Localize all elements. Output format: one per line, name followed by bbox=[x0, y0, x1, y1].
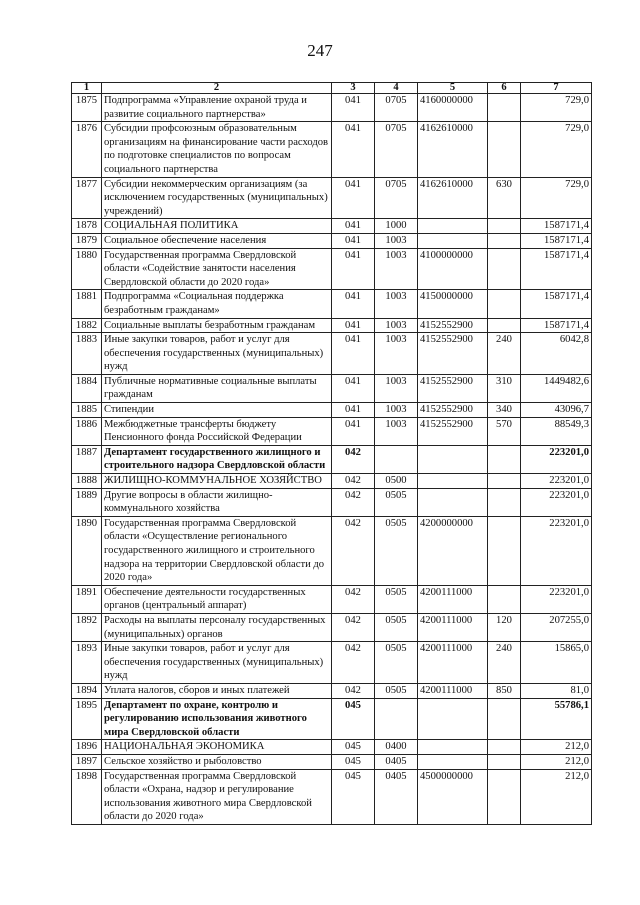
row-number-cell: 1883 bbox=[72, 333, 102, 375]
column-4-cell bbox=[375, 445, 418, 473]
column-4-cell: 1000 bbox=[375, 219, 418, 234]
item-name-cell: Государственная программа Свердловской области «Осуществление регионального государственного жилищного и строительного надзора на территории Свердловской области до 2020 года» bbox=[102, 516, 332, 585]
column-6-cell: 310 bbox=[488, 374, 521, 402]
column-3-cell: 041 bbox=[332, 248, 375, 290]
column-3-cell: 045 bbox=[332, 698, 375, 740]
column-4-cell: 0505 bbox=[375, 585, 418, 613]
header-row bbox=[72, 83, 592, 94]
column-6-cell bbox=[488, 769, 521, 824]
table-row bbox=[72, 219, 592, 234]
item-name-cell: НАЦИОНАЛЬНАЯ ЭКОНОМИКА bbox=[102, 740, 332, 755]
table-row bbox=[72, 122, 592, 177]
amount-cell: 43096,7 bbox=[521, 403, 592, 418]
column-4-cell: 0400 bbox=[375, 740, 418, 755]
column-5-cell bbox=[418, 754, 488, 769]
row-number-cell: 1875 bbox=[72, 94, 102, 122]
row-number-cell: 1889 bbox=[72, 488, 102, 516]
table-row bbox=[72, 94, 592, 122]
table-row bbox=[72, 445, 592, 473]
table-row bbox=[72, 374, 592, 402]
column-6-cell bbox=[488, 445, 521, 473]
row-number-cell: 1886 bbox=[72, 417, 102, 445]
column-5-cell: 4200111000 bbox=[418, 683, 488, 698]
amount-cell: 1587171,4 bbox=[521, 219, 592, 234]
column-5-cell bbox=[418, 219, 488, 234]
table-row bbox=[72, 585, 592, 613]
header-cell: 3 bbox=[332, 83, 375, 94]
row-number-cell: 1891 bbox=[72, 585, 102, 613]
table-row bbox=[72, 248, 592, 290]
amount-cell: 223201,0 bbox=[521, 474, 592, 489]
column-3-cell: 042 bbox=[332, 445, 375, 473]
header-cell: 2 bbox=[102, 83, 332, 94]
amount-cell: 212,0 bbox=[521, 740, 592, 755]
column-5-cell bbox=[418, 445, 488, 473]
budget-table bbox=[71, 82, 592, 825]
amount-cell: 1587171,4 bbox=[521, 248, 592, 290]
item-name-cell: ЖИЛИЩНО-КОММУНАЛЬНОЕ ХОЗЯЙСТВО bbox=[102, 474, 332, 489]
column-4-cell: 1003 bbox=[375, 374, 418, 402]
column-3-cell: 041 bbox=[332, 374, 375, 402]
column-4-cell: 1003 bbox=[375, 417, 418, 445]
column-6-cell: 570 bbox=[488, 417, 521, 445]
table-row bbox=[72, 769, 592, 824]
row-number-cell: 1876 bbox=[72, 122, 102, 177]
row-number-cell: 1879 bbox=[72, 233, 102, 248]
column-3-cell: 042 bbox=[332, 516, 375, 585]
table-row bbox=[72, 642, 592, 684]
column-4-cell: 0505 bbox=[375, 488, 418, 516]
amount-cell: 1587171,4 bbox=[521, 233, 592, 248]
amount-cell: 729,0 bbox=[521, 122, 592, 177]
column-4-cell: 1003 bbox=[375, 403, 418, 418]
column-3-cell: 045 bbox=[332, 754, 375, 769]
column-5-cell: 4150000000 bbox=[418, 290, 488, 318]
amount-cell: 81,0 bbox=[521, 683, 592, 698]
column-5-cell: 4200111000 bbox=[418, 642, 488, 684]
column-4-cell: 0505 bbox=[375, 516, 418, 585]
column-6-cell bbox=[488, 233, 521, 248]
column-6-cell bbox=[488, 318, 521, 333]
column-4-cell: 0505 bbox=[375, 642, 418, 684]
table-row bbox=[72, 474, 592, 489]
column-5-cell: 4200111000 bbox=[418, 585, 488, 613]
amount-cell: 729,0 bbox=[521, 94, 592, 122]
column-4-cell: 0705 bbox=[375, 94, 418, 122]
amount-cell: 88549,3 bbox=[521, 417, 592, 445]
column-4-cell: 0405 bbox=[375, 769, 418, 824]
table-row bbox=[72, 417, 592, 445]
header-cell: 6 bbox=[488, 83, 521, 94]
item-name-cell: Социальные выплаты безработным гражданам bbox=[102, 318, 332, 333]
row-number-cell: 1894 bbox=[72, 683, 102, 698]
item-name-cell: Департамент по охране, контролю и регулированию использования животного мира Свердловской области bbox=[102, 698, 332, 740]
item-name-cell: Межбюджетные трансферты бюджету Пенсионного фонда Российской Федерации bbox=[102, 417, 332, 445]
column-6-cell bbox=[488, 488, 521, 516]
row-number-cell: 1897 bbox=[72, 754, 102, 769]
item-name-cell: Стипендии bbox=[102, 403, 332, 418]
column-5-cell bbox=[418, 233, 488, 248]
column-3-cell: 041 bbox=[332, 417, 375, 445]
item-name-cell: Публичные нормативные социальные выплаты гражданам bbox=[102, 374, 332, 402]
amount-cell: 1587171,4 bbox=[521, 318, 592, 333]
item-name-cell: Сельское хозяйство и рыболовство bbox=[102, 754, 332, 769]
column-6-cell bbox=[488, 754, 521, 769]
column-6-cell bbox=[488, 290, 521, 318]
column-3-cell: 041 bbox=[332, 233, 375, 248]
table-row bbox=[72, 613, 592, 641]
table-row bbox=[72, 698, 592, 740]
row-number-cell: 1898 bbox=[72, 769, 102, 824]
row-number-cell: 1888 bbox=[72, 474, 102, 489]
item-name-cell: Департамент государственного жилищного и строительного надзора Свердловской области bbox=[102, 445, 332, 473]
column-3-cell: 042 bbox=[332, 585, 375, 613]
header-cell: 5 bbox=[418, 83, 488, 94]
row-number-cell: 1892 bbox=[72, 613, 102, 641]
amount-cell: 207255,0 bbox=[521, 613, 592, 641]
column-6-cell bbox=[488, 698, 521, 740]
column-4-cell: 0705 bbox=[375, 122, 418, 177]
item-name-cell: Государственная программа Свердловской области «Охрана, надзор и регулирование использования животного мира Свердловской области до 2020 года» bbox=[102, 769, 332, 824]
column-6-cell: 340 bbox=[488, 403, 521, 418]
column-5-cell: 4162610000 bbox=[418, 177, 488, 219]
column-3-cell: 042 bbox=[332, 613, 375, 641]
header-cell: 4 bbox=[375, 83, 418, 94]
column-5-cell: 4152552900 bbox=[418, 417, 488, 445]
table-row bbox=[72, 516, 592, 585]
column-5-cell: 4152552900 bbox=[418, 333, 488, 375]
row-number-cell: 1893 bbox=[72, 642, 102, 684]
amount-cell: 223201,0 bbox=[521, 516, 592, 585]
column-5-cell: 4200000000 bbox=[418, 516, 488, 585]
amount-cell: 55786,1 bbox=[521, 698, 592, 740]
column-3-cell: 041 bbox=[332, 333, 375, 375]
column-4-cell bbox=[375, 698, 418, 740]
item-name-cell: Иные закупки товаров, работ и услуг для обеспечения государственных (муниципальных) нужд bbox=[102, 333, 332, 375]
amount-cell: 1449482,6 bbox=[521, 374, 592, 402]
amount-cell: 15865,0 bbox=[521, 642, 592, 684]
column-5-cell: 4500000000 bbox=[418, 769, 488, 824]
column-5-cell bbox=[418, 474, 488, 489]
column-6-cell bbox=[488, 740, 521, 755]
column-3-cell: 045 bbox=[332, 769, 375, 824]
column-6-cell bbox=[488, 248, 521, 290]
table-row bbox=[72, 740, 592, 755]
column-5-cell: 4200111000 bbox=[418, 613, 488, 641]
column-4-cell: 1003 bbox=[375, 318, 418, 333]
column-6-cell bbox=[488, 122, 521, 177]
table-row bbox=[72, 754, 592, 769]
column-4-cell: 0405 bbox=[375, 754, 418, 769]
column-4-cell: 1003 bbox=[375, 248, 418, 290]
column-3-cell: 045 bbox=[332, 740, 375, 755]
column-3-cell: 041 bbox=[332, 177, 375, 219]
amount-cell: 212,0 bbox=[521, 769, 592, 824]
item-name-cell: Субсидии профсоюзным образовательным организациям на финансирование части расходов по подготовке специалистов по вопросам социального партнерства bbox=[102, 122, 332, 177]
column-6-cell: 240 bbox=[488, 642, 521, 684]
row-number-cell: 1878 bbox=[72, 219, 102, 234]
column-6-cell: 850 bbox=[488, 683, 521, 698]
column-5-cell bbox=[418, 698, 488, 740]
column-6-cell bbox=[488, 94, 521, 122]
item-name-cell: Государственная программа Свердловской области «Содействие занятости населения Свердловской области до 2020 года» bbox=[102, 248, 332, 290]
column-3-cell: 042 bbox=[332, 474, 375, 489]
amount-cell: 223201,0 bbox=[521, 445, 592, 473]
row-number-cell: 1877 bbox=[72, 177, 102, 219]
column-3-cell: 041 bbox=[332, 94, 375, 122]
column-4-cell: 0505 bbox=[375, 613, 418, 641]
row-number-cell: 1882 bbox=[72, 318, 102, 333]
header-cell: 1 bbox=[72, 83, 102, 94]
item-name-cell: Субсидии некоммерческим организациям (за исключением государственных (муниципальных) учреждений) bbox=[102, 177, 332, 219]
table-row bbox=[72, 333, 592, 375]
amount-cell: 212,0 bbox=[521, 754, 592, 769]
table-row bbox=[72, 683, 592, 698]
column-4-cell: 0500 bbox=[375, 474, 418, 489]
amount-cell: 223201,0 bbox=[521, 488, 592, 516]
table-row bbox=[72, 488, 592, 516]
column-6-cell bbox=[488, 516, 521, 585]
column-4-cell: 1003 bbox=[375, 333, 418, 375]
row-number-cell: 1884 bbox=[72, 374, 102, 402]
amount-cell: 729,0 bbox=[521, 177, 592, 219]
amount-cell: 1587171,4 bbox=[521, 290, 592, 318]
column-6-cell: 630 bbox=[488, 177, 521, 219]
column-4-cell: 0505 bbox=[375, 683, 418, 698]
row-number-cell: 1885 bbox=[72, 403, 102, 418]
column-4-cell: 1003 bbox=[375, 290, 418, 318]
row-number-cell: 1896 bbox=[72, 740, 102, 755]
item-name-cell: Социальное обеспечение населения bbox=[102, 233, 332, 248]
column-5-cell: 4160000000 bbox=[418, 94, 488, 122]
column-3-cell: 041 bbox=[332, 318, 375, 333]
column-5-cell: 4152552900 bbox=[418, 403, 488, 418]
table-row bbox=[72, 177, 592, 219]
row-number-cell: 1880 bbox=[72, 248, 102, 290]
amount-cell: 6042,8 bbox=[521, 333, 592, 375]
column-3-cell: 042 bbox=[332, 642, 375, 684]
header-cell: 7 bbox=[521, 83, 592, 94]
column-3-cell: 042 bbox=[332, 488, 375, 516]
column-6-cell bbox=[488, 474, 521, 489]
item-name-cell: Подпрограмма «Управление охраной труда и развитие социального партнерства» bbox=[102, 94, 332, 122]
column-6-cell bbox=[488, 585, 521, 613]
item-name-cell: Расходы на выплаты персоналу государственных (муниципальных) органов bbox=[102, 613, 332, 641]
column-5-cell bbox=[418, 740, 488, 755]
column-3-cell: 042 bbox=[332, 683, 375, 698]
column-6-cell bbox=[488, 219, 521, 234]
page-number: 247 bbox=[307, 41, 333, 60]
row-number-cell: 1890 bbox=[72, 516, 102, 585]
column-5-cell: 4152552900 bbox=[418, 374, 488, 402]
table-row bbox=[72, 290, 592, 318]
column-3-cell: 041 bbox=[332, 219, 375, 234]
column-5-cell bbox=[418, 488, 488, 516]
column-3-cell: 041 bbox=[332, 122, 375, 177]
column-3-cell: 041 bbox=[332, 290, 375, 318]
column-6-cell: 240 bbox=[488, 333, 521, 375]
row-number-cell: 1887 bbox=[72, 445, 102, 473]
item-name-cell: СОЦИАЛЬНАЯ ПОЛИТИКА bbox=[102, 219, 332, 234]
table-row bbox=[72, 233, 592, 248]
column-3-cell: 041 bbox=[332, 403, 375, 418]
amount-cell: 223201,0 bbox=[521, 585, 592, 613]
column-4-cell: 1003 bbox=[375, 233, 418, 248]
item-name-cell: Уплата налогов, сборов и иных платежей bbox=[102, 683, 332, 698]
column-4-cell: 0705 bbox=[375, 177, 418, 219]
row-number-cell: 1895 bbox=[72, 698, 102, 740]
table-row bbox=[72, 318, 592, 333]
row-number-cell: 1881 bbox=[72, 290, 102, 318]
column-5-cell: 4152552900 bbox=[418, 318, 488, 333]
item-name-cell: Иные закупки товаров, работ и услуг для обеспечения государственных (муниципальных) нужд bbox=[102, 642, 332, 684]
item-name-cell: Подпрограмма «Социальная поддержка безработным гражданам» bbox=[102, 290, 332, 318]
item-name-cell: Другие вопросы в области жилищно-коммунального хозяйства bbox=[102, 488, 332, 516]
column-6-cell: 120 bbox=[488, 613, 521, 641]
item-name-cell: Обеспечение деятельности государственных органов (центральный аппарат) bbox=[102, 585, 332, 613]
table-row bbox=[72, 403, 592, 418]
column-5-cell: 4100000000 bbox=[418, 248, 488, 290]
column-5-cell: 4162610000 bbox=[418, 122, 488, 177]
